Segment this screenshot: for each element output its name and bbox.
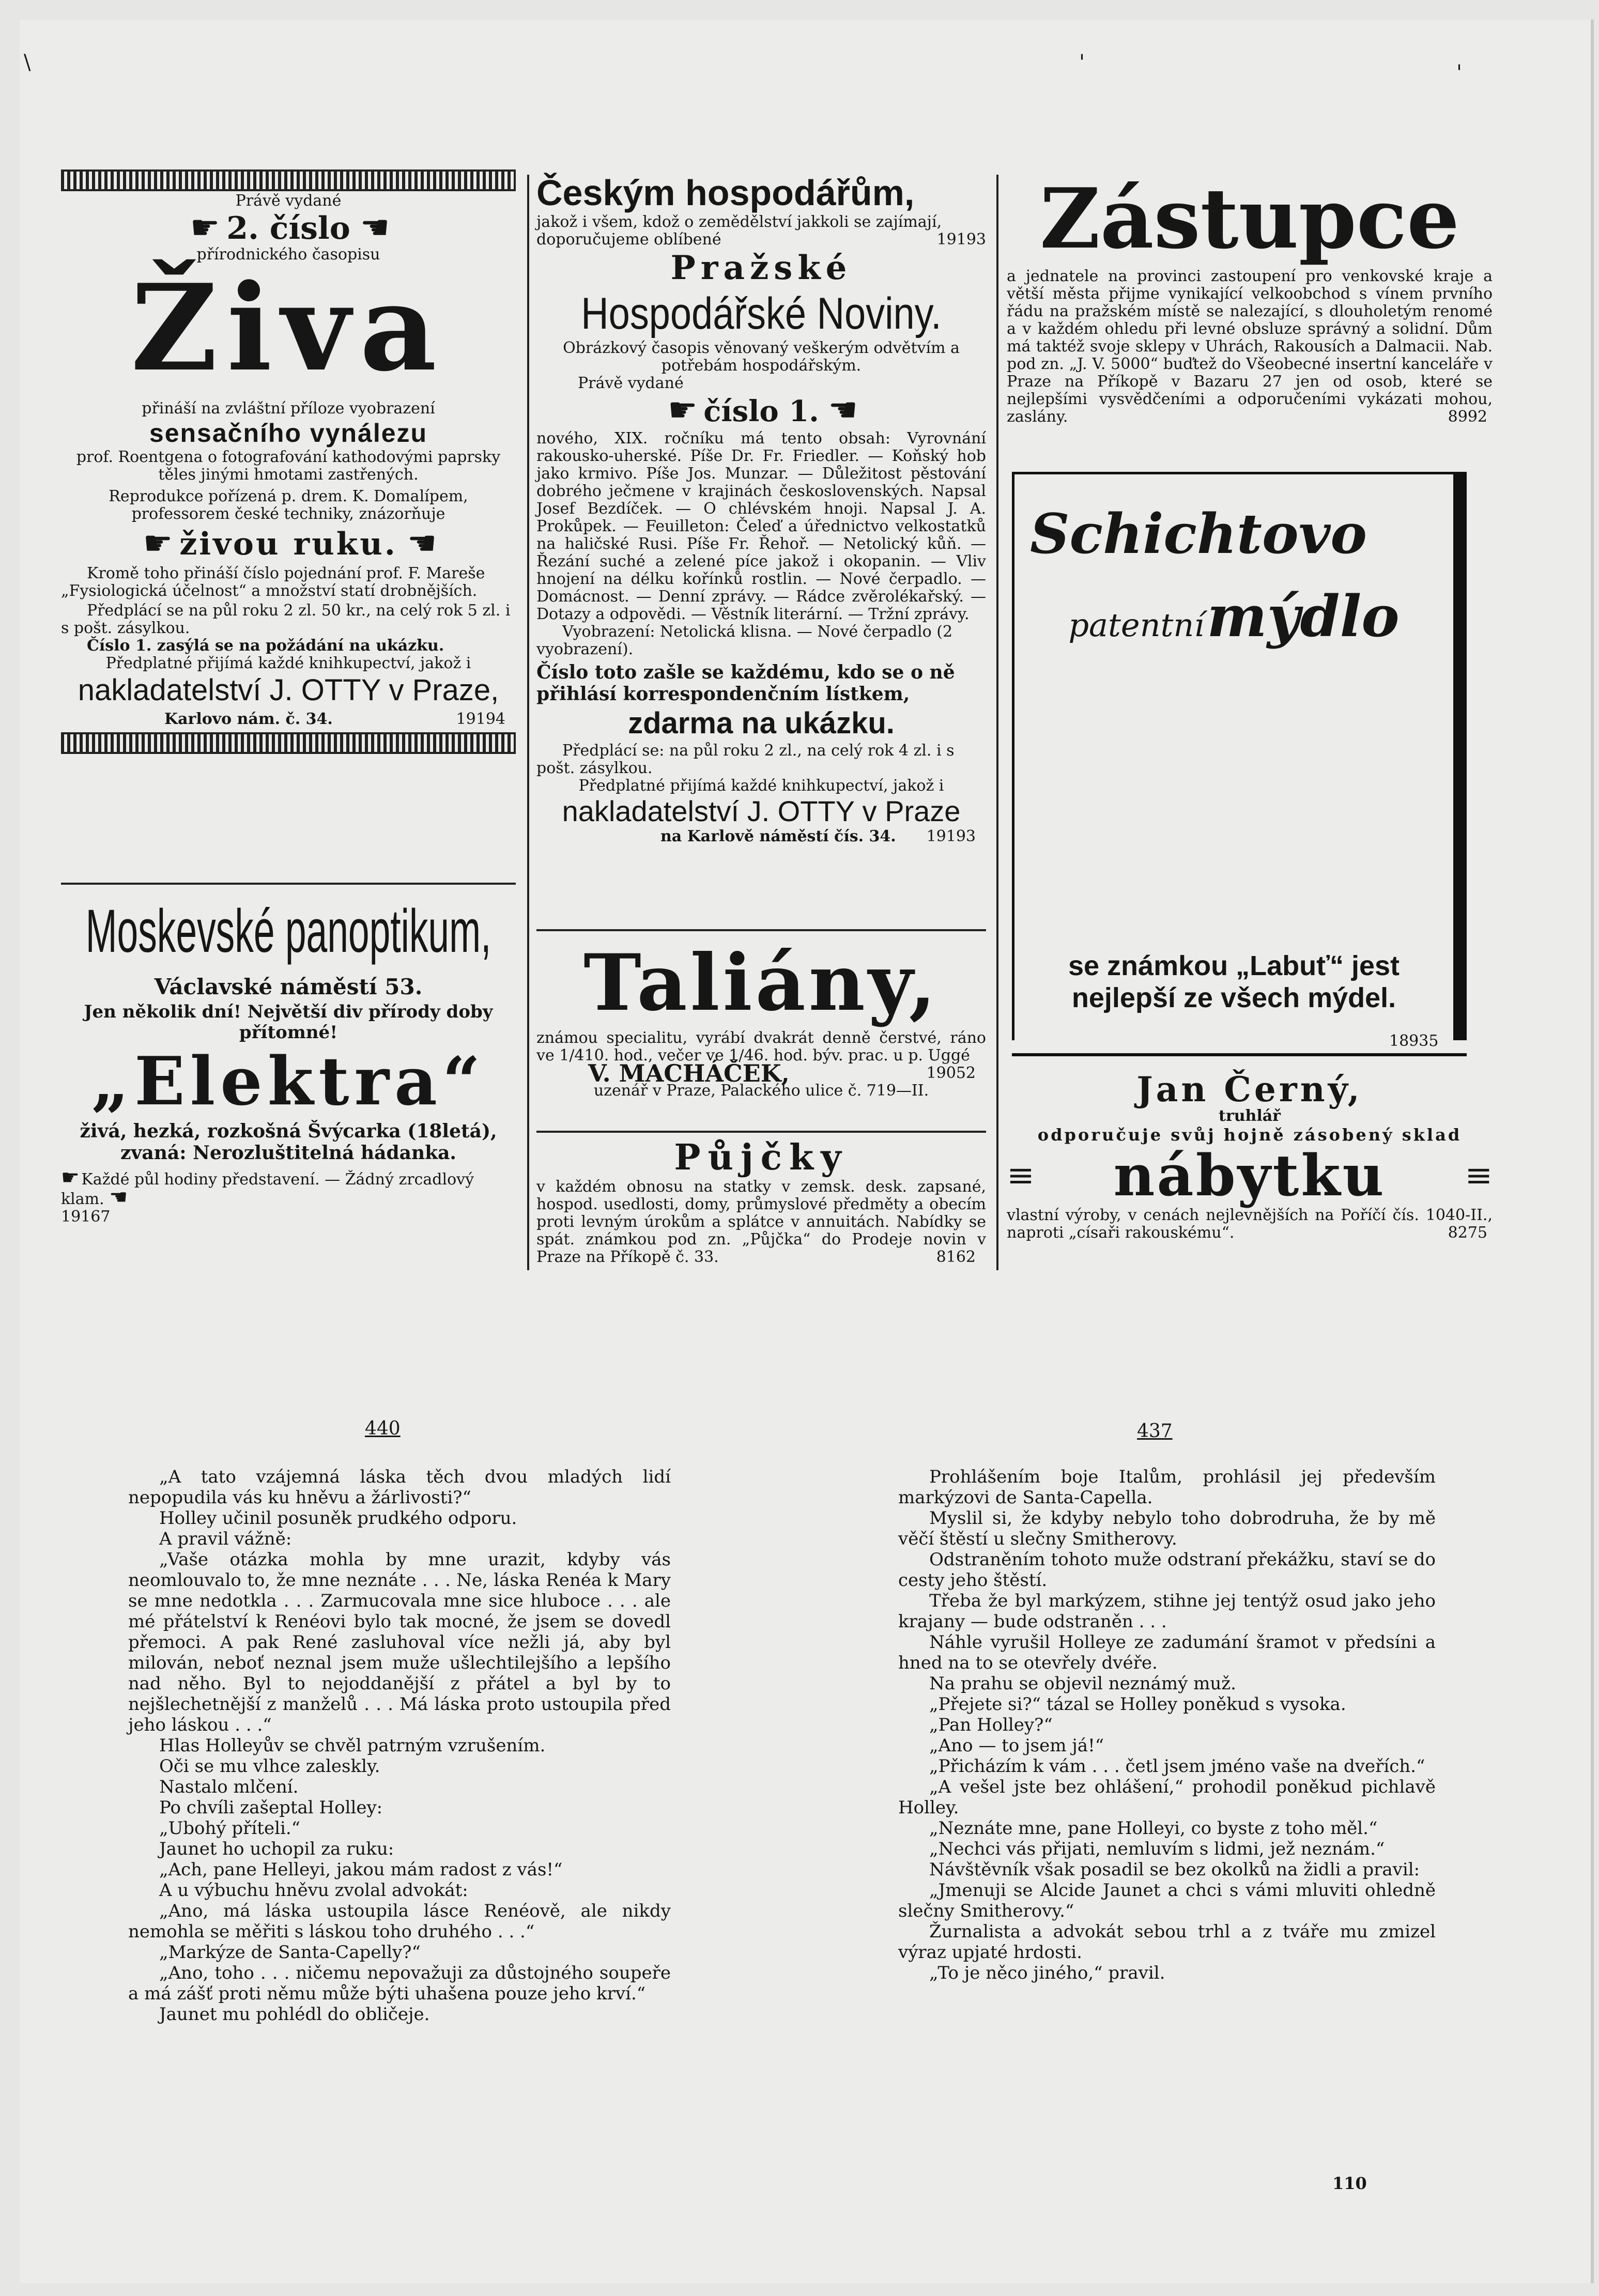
hosp-line-3: Právě vydané: [578, 374, 684, 392]
left-para: A pravil vážně:: [159, 1529, 292, 1549]
pointing-hand-icon: ☛: [61, 1166, 76, 1190]
ziva-num: 19194: [456, 710, 505, 728]
ziva-line-8: Číslo 1. zasýlá se na požádání na ukázku.: [87, 637, 444, 655]
newspaper-page: [20, 20, 1594, 2283]
page-number-left: 440: [365, 1418, 401, 1439]
right-para: Na prahu se objevil neznámý muž.: [929, 1673, 1236, 1694]
panoptikum-line-3: Každé půl hodiny představení. — Žádný zrcadlový klam.: [61, 1170, 474, 1208]
column-rule-1: [527, 175, 529, 1270]
ornament-bottom: [61, 732, 516, 754]
left-para: „Markýze de Santa-Capelly?“: [159, 1942, 421, 1963]
taliany-line-2: uzenář v Praze, Palackého ulice č. 719—II.: [593, 1082, 929, 1100]
hosp-num-2: 19193: [926, 827, 976, 845]
pujcky-line-1: v každém obnosu na statky v zemsk. desk. zapsané, hospod. usedlosti, domy, průmyslové předměty a obecím proti levným úrokům a splátce v annuitách. Nabídky se spát. známkou pod zn. „Půjčka“ do Prodeje novin v Praze na Příkopě č. 33.: [536, 1178, 986, 1266]
ziva-ad: [61, 169, 516, 754]
left-para: Hlas Holleyův se chvěl patrným vzrušením.: [159, 1735, 546, 1756]
ziva-line-9: Předplatné přijímá každé knihkupectví, jakož i: [105, 654, 471, 672]
hosp-t1: Pražské: [670, 249, 852, 287]
pointing-hand-icon: ☚: [109, 1185, 125, 1209]
cerny-name: Jan Černý,: [1136, 1069, 1363, 1110]
ziva-line-7: Předplácí se na půl roku 2 zl. 50 kr., na celý rok 5 zl. i s pošt. zásylkou.: [61, 602, 511, 637]
zastupce-title: Zástupce: [1040, 170, 1459, 267]
schicht-sub-1: patentní: [1068, 606, 1205, 644]
schicht-rule: [1012, 1053, 1467, 1056]
hosp-line-9: Předplatné přijímá každé knihkupectví, jakož i: [578, 777, 944, 795]
hosp-num-1: 19193: [936, 230, 986, 249]
zastupce-num: 8992: [1448, 408, 1487, 426]
ornament-top: [61, 169, 516, 191]
schicht-ad: [1012, 472, 1467, 1040]
right-para: „Jmenuji se Alcide Jaunet a chci s vámi mluviti ohledně slečny Smitherovy.“: [898, 1880, 1436, 1921]
schicht-sub-2: mýdlo: [1207, 583, 1400, 650]
right-para: Prohlášením boje Italům, prohlásil jej především markýzovi de Santa-Capella.: [898, 1467, 1436, 1508]
hosp-issue: číslo 1.: [703, 394, 819, 428]
taliany-name: V. MACHÁČEK,: [588, 1059, 790, 1087]
hosp-line-7: zdarma na ukázku.: [628, 706, 895, 740]
schicht-claim: se známkou „Labuť“ jest nejlepší ze všech mýdel.: [1068, 950, 1400, 1013]
pointing-hand-icon: ☚: [828, 391, 855, 429]
right-para: „Ano — to jsem já!“: [929, 1735, 1104, 1756]
taliany-num: 19052: [926, 1064, 976, 1082]
left-story: [128, 1467, 671, 2025]
page-number-right: 437: [1137, 1421, 1173, 1442]
ziva-line-1: přináší na zvláštní příloze vyobrazení: [142, 399, 435, 418]
panoptikum-line-1: Jen několik dní! Největší div přírody doby přítomné!: [84, 1001, 493, 1043]
hosp-line-10: nakladatelství J. OTTY v Praze: [562, 795, 961, 827]
right-para: „A vešel jste bez ohlášení,“ prohodil poněkud pichlavě Holley.: [898, 1777, 1436, 1818]
bars-icon: ≡: [1465, 1157, 1493, 1195]
panoptikum-line-2: živá, hezká, rozkošná Švýcarka (18letá), zvaná: Nerozluštitelná hádanka.: [80, 1120, 497, 1164]
right-para: Návštěvník však posadil se bez okolků na židli a pravil:: [929, 1859, 1420, 1880]
left-para: „Ano, má láska ustoupila lásce Renéově, ale nikdy nemohla se měřiti s láskou toho druhého . . .“: [128, 1901, 671, 1942]
cerny-big-row: [1007, 1142, 1493, 1209]
left-para: „Vaše otázka mohla by mne urazit, kdyby vás neomlouvalo to, že mne neznáte . . . Ne, láska Renéa k Mary se mne nedotkla . . . Zarmucovala mne sice hluboce . . . ale mé přátelství k Renéovi bylo tak mocné, že jsem se dovedl přemoci. A pak René zasluhoval více nežli já, aby byl milován, neboť neznal jsem muže ušlechtilejšího a lepšího nad něho. Byl to nejoddanější z přátel a byl by to nejšlechetnější z manželů . . . Má láska proto ustoupila před jeho láskou . . .“: [128, 1549, 671, 1735]
left-para: „Ach, pane Helleyi, jakou mám radost z vás!“: [159, 1859, 563, 1880]
ziva-issue-row: [61, 210, 516, 246]
right-para: „Neznáte mne, pane Holleyi, co byste z toho měl.“: [929, 1818, 1378, 1839]
right-para: Třeba že byl markýzem, stihne jej tentýž osud jako jeho krajany — bude odstraněn . . .: [898, 1591, 1436, 1632]
right-para: „Pan Holley?“: [929, 1715, 1053, 1735]
right-para: Žurnalista a advokát sebou trhl a z tváře mu zmizel výraz upjaté hrdosti.: [898, 1921, 1436, 1963]
pujcky-num: 8162: [936, 1248, 976, 1266]
left-para: Nastalo mlčení.: [159, 1777, 299, 1797]
panoptikum-title: Moskevské panoptikum,: [85, 897, 491, 965]
schicht-sub-row: [1014, 583, 1453, 650]
hosp-footer-row: [536, 828, 986, 845]
ziva-hand-row: [61, 523, 516, 565]
hosp-ad: [536, 172, 986, 845]
pujcky-ad: [536, 1131, 986, 1266]
ziva-line-2: sensačního vynálezu: [149, 419, 428, 448]
pujcky-title: Půjčky: [674, 1137, 849, 1178]
pointing-hand-icon: ☛: [668, 391, 695, 429]
zastupce-ad: [1007, 169, 1493, 426]
right-para: „To je něco jiného,“ pravil.: [929, 1963, 1165, 1983]
hosp-head: Českým hospodářům,: [536, 173, 915, 213]
ziva-footer-row: [61, 711, 516, 728]
hosp-issue-row: [536, 392, 986, 430]
left-para: A u výbuchu hněvu zvolal advokát:: [159, 1880, 468, 1901]
ziva-subtitle: přírodnického časopisu: [196, 245, 380, 264]
right-story: [898, 1467, 1436, 1983]
taliany-name-row: [536, 1059, 986, 1087]
zastupce-line-1: a jednatele na provinci zastoupení pro venkovské kraje a větší města přijme vynikající velkoobchod s vínem prvního řádu na pražském místě se nalezající, s dlouholetým renomé a v každém ohledu při levné obsluze správný a solidní. Dům má taktéž svoje sklepy v Uhrách, Rakousích a Dalmacii. Nab. pod zn. „J. V. 5000“ buďtež do Všeobecné insertní kanceláře v Praze na Příkopě v Bazaru 27 jen od osob, které se nejlepšími vysvědčeními a odporučeními vykázati mohou, zaslány.: [1007, 267, 1493, 426]
right-para: „Přejete si?“ tázal se Holley poněkud s vysoka.: [929, 1694, 1346, 1715]
cerny-line-2: vlastní výroby, v cenách nejlevnějších na Poříčí čís. 1040-II., naproti „císaři rakouskému“.: [1007, 1206, 1493, 1242]
left-para: „A tato vzájemná láska těch dvou mladých lidí nepopudila vás ku hněvu a žárlivosti?“: [128, 1467, 671, 1508]
cerny-ad: [1007, 1071, 1493, 1242]
hosp-line-6: Číslo toto zašle se každému, kdo se o ně přihlásí korrespondenčním lístkem,: [536, 661, 955, 705]
ziva-line-3: prof. Roentgena o fotografování kathodovými paprsky těles jinými hmotami zastřených.: [76, 448, 501, 484]
ziva-line-10: nakladatelství J. OTTY v Praze,: [78, 673, 499, 707]
taliany-line-1: známou specialitu, vyrábí dvakrát denně čerstvé, ráno ve 1/410. hod., večer ve 1/46. hod. býv. prac. u p. Uggé: [536, 1029, 986, 1065]
hosp-line-8: Předplácí se: na půl roku 2 zl., na celý rok 4 zl. i s pošt. zásylkou.: [536, 742, 955, 777]
schicht-num: 18935: [1389, 1032, 1439, 1050]
ziva-line-5: živou ruku.: [179, 526, 397, 562]
ziva-top: Právě vydané: [235, 192, 342, 210]
ziva-line-11: Karlovo nám. č. 34.: [164, 710, 333, 728]
pointing-hand-icon: ☚: [407, 525, 434, 563]
left-para: Po chvíli zašeptal Holley:: [159, 1797, 383, 1818]
panoptikum-num: 19167: [61, 1208, 111, 1226]
left-para: Jaunet mu pohlédl do obličeje.: [159, 2004, 430, 2025]
right-para: „Přicházím k vám . . . četl jsem jméno vaše na dveřích.“: [929, 1756, 1425, 1777]
panoptikum-addr: Václavské náměstí 53.: [154, 974, 423, 999]
ziva-line-4: Reprodukce pořízená p. drem. K. Domalípem, professorem české techniky, znázorňuje: [109, 487, 468, 523]
right-para: Náhle vyrušil Holleye ze zadumání šramot v předsíni a hned na to se otevřely dvéře.: [898, 1632, 1436, 1673]
hosp-line-11: na Karlově náměstí čís. 34.: [660, 827, 896, 845]
hosp-t2: Hospodářské Noviny.: [581, 289, 942, 338]
left-para: Jaunet ho uchopil za ruku:: [159, 1839, 394, 1859]
bars-icon: ≡: [1007, 1157, 1035, 1195]
pointing-hand-icon: ☛: [143, 525, 170, 563]
pointing-hand-icon: ☚: [360, 209, 387, 247]
cerny-line-1: odporučuje svůj hojně zásobený sklad: [1037, 1125, 1462, 1145]
corner-mark-left: \: [24, 51, 31, 74]
left-para: „Ano, toho . . . ničemu nepovažuji za důstojného soupeře a má zášť proti němu může býti uhašena pouze jeho krví.“: [128, 1963, 671, 2004]
hosp-line-5: Vyobrazení: Netolická klisna. — Nové čerpadlo (2 vyobrazení).: [536, 623, 953, 658]
left-para: Holley učinil posuněk prudkého odporu.: [159, 1508, 517, 1529]
panoptikum-big: „Elektra“: [91, 1043, 486, 1120]
folio-number: 110: [1332, 2174, 1367, 2193]
ziva-issue: 2. číslo: [226, 210, 350, 246]
right-para: Myslil si, že kdyby nebylo toho dobrodruha, že by mě věčí štěstí u slečny Smitherovy.: [898, 1508, 1436, 1549]
corner-mark-mid: ': [1079, 51, 1085, 74]
cerny-trade: truhlář: [1219, 1107, 1281, 1125]
cerny-num: 8275: [1448, 1224, 1487, 1242]
corner-mark-right: ': [1456, 61, 1462, 85]
pointing-hand-icon: ☛: [190, 209, 217, 247]
panoptikum-line-3-row: [61, 1166, 516, 1209]
ziva-title: Živa: [131, 258, 446, 398]
hosp-line-1: jakož i všem, kdož o zemědělství jakkoli se zajímají, doporučujeme oblíbené: [536, 213, 942, 249]
right-para: „Nechci vás přijati, nemluvím s lidmi, jež neznám.“: [929, 1839, 1385, 1859]
hosp-line-4: nového, XIX. ročníku má tento obsah: Vyrovnání rakousko-uherské. Píše Dr. Fr. Friedler. — Koňský hob jako krmivo. Píše Jos. Munzar. — Důležitost pěstování dobrého ječmene v krajinách československých. Napsal Josef Bezdíček. — O chlévském hnoji. Napsal J. A. Prokůpek. — Feuilleton: Čeleď a úřednictvo velkostatků na haličské Rusi. Píše Fr. Řehoř. — Netolický kůň. — Řezání suché a zelené píce jakož i okopanin. — Vliv hnojení na délku kořínků rostlin. — Nové čerpadlo. — Domácnost. — Denní zprávy. — Rádce zvěrolékařský. — Dotazy a odpovědi. — Věstník literární. — Tržní zprávy.: [536, 429, 986, 623]
taliany-title: Taliány,: [583, 937, 939, 1028]
cerny-big: nábytku: [1113, 1142, 1386, 1209]
left-para: „Ubohý příteli.“: [159, 1818, 301, 1839]
left-para: Oči se mu vlhce zaleskly.: [159, 1756, 380, 1777]
schicht-brand: Schichtovo: [1030, 501, 1367, 566]
hosp-line-2: Obrázkový časopis věnovaný veškerým odvětvím a potřebám hospodářským.: [563, 339, 960, 375]
panoptikum-ad: [61, 883, 516, 1226]
taliany-ad: [536, 929, 986, 1100]
column-rule-2: [996, 175, 998, 1270]
right-para: Odstraněním tohoto muže odstraní překážku, staví se do cesty jeho štěstí.: [898, 1549, 1436, 1591]
ziva-line-6: Kromě toho přináší číslo pojednání prof. F. Mareše „Fysiologická účelnost“ a množství statí drobnějších.: [61, 564, 485, 600]
